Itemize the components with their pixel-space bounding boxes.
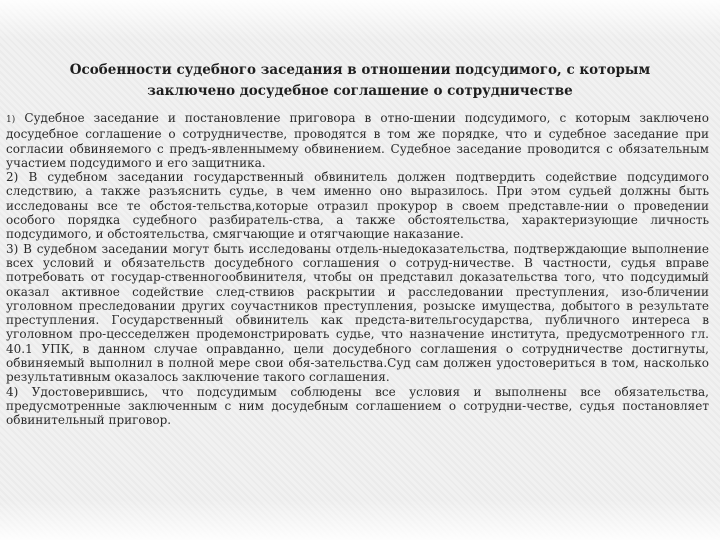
paragraph-number: 1)	[6, 115, 16, 125]
bottom-fade	[0, 500, 720, 540]
top-fade	[0, 0, 720, 40]
paragraph-number: 3)	[6, 241, 19, 256]
paragraph-number: 2)	[6, 170, 19, 185]
slide-title	[40, 60, 680, 102]
paragraph-4	[6, 385, 709, 428]
paragraph-3	[6, 242, 709, 385]
title-line-2: заключено досудебное соглашение о сотрудничестве	[147, 83, 573, 99]
paragraph-text: Судебное заседание и постановление приговора в отно-шении подсудимого, с которым заключено досудебное соглашение о сотрудничестве, проводятся в том же порядке, что и судебное заседание при согласии обвиняемого с предъ-явленнымему обвинением. Судебное заседание проводится с обязательным участием подсудимого и его защитника.	[6, 111, 709, 170]
title-line-1: Особенности судебного заседания в отношении подсудимого, с которым	[69, 62, 651, 78]
slide-body	[6, 111, 709, 428]
paragraph-1	[6, 111, 709, 170]
paragraph-2	[6, 170, 709, 241]
paragraph-number: 4)	[6, 384, 19, 399]
paragraph-text: В судебном заседании государственный обвинитель должен подтвердить содействие подсудимого следствию, а также разъяснить судье, в чем именно оно выразилось. При этом судьей должны быть исследованы все те обстоя-тельства,которые отразил прокурор в своем представле-нии о проведении особого порядка судебного разбиратель-ства, а также обстоятельства, характеризующие личность подсудимого, и обстоятельства, смягчающие и отягчающие наказание.	[6, 170, 709, 242]
paragraph-text: В судебном заседании могут быть исследованы отдель-ныедоказательства, подтверждающие выполнение всех условий и обязательств досудебного соглашения о сотруд-ничестве. В частности, судья вправе потребовать от государ-ственногообвинителя, чтобы он представил доказательства того, что подсудимый оказал активное содействие след-ствиюв раскрытии и расследовании преступления, изо-бличении уголовном преследовании других соучастников преступления, розыске имущества, добытого в результате преступления. Государственный обвинитель как предста-вительгосударства, публичного интереса в уголовном про-цесседелжен продемонстрировать судье, что назначение института, предусмотренного гл. 40.1 УПК, в данном случае оправданно, цели досудебного соглашения о сотрудничестве достигнуты, обвиняемый выполнил в полной мере свои обя-зательства.Суд сам должен удостовериться в том, насколько результативным оказалось заключение такого соглашения.	[6, 241, 709, 385]
paragraph-text: Удостоверившись, что подсудимым соблюдены все условия и выполнены все обязательства, предусмотренные заключенным с ним досудебным соглашением о сотрудни-честве, судья постановляет обвинительный приговор.	[6, 384, 709, 428]
